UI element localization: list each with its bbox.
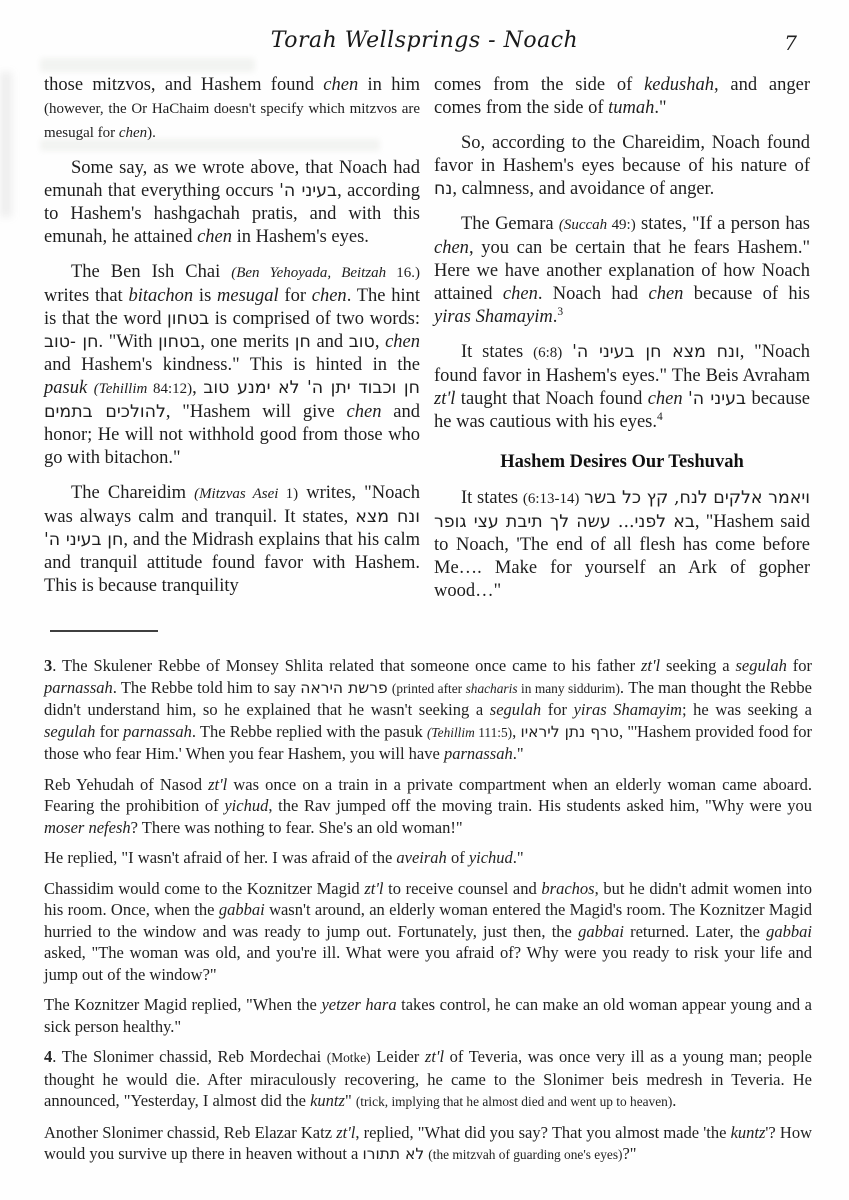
footnote-divider (50, 630, 158, 632)
paragraph: It states (6:13-14) ויאמר אלקים לנח, קץ כל בשר בא לפני... עשה לך תיבת עצי גופר, "Hashem said to Noach, 'The end of all flesh has come before Me…. Make for yourself an Ark of gopher wood…" (434, 488, 811, 601)
paragraph: So, according to the Chareidim, Noach found favor in Hashem's eyes because of his nature of נח, calmness, and avoidance of anger. (434, 133, 810, 199)
paragraph: The Chareidim (Mitzvas Asei 1) writes, "Noach was always calm and tranquil. It states, ונח מצא חן בעיני ה', and the Midrash explains that his calm and tranquil attitude found favor with Hashem. This is because tranquility (44, 483, 421, 596)
paragraph: Some say, as we wrote above, that Noach had emunah that everything occurs בעיני ה', according to Hashem's hashgachah pratis, and with this emunah, he attained chen in Hashem's eyes. (44, 158, 421, 247)
main-text-columns (44, 74, 810, 615)
footnote: 4. The Slonimer chassid, Reb Mordechai (Motke) Leider zt'l of Teveria, was once very ill as a young man; people thought he would die. After miraculously recovering, he came to the Slonimer beis medresh in Teveria. He announced, "Yesterday, I almost did the kuntz" (trick, implying that he almost died and went up to heaven). (44, 1047, 812, 1110)
footnote: Reb Yehudah of Nasod zt'l was once on a train in a private compartment when an elderly woman came aboard. Fearing the prohibition of yichud, the Rav jumped off the moving train. His students asked him, "Why were you moser nefesh? There was nothing to fear. She's an old woman!" (44, 774, 812, 837)
right-column (434, 74, 810, 615)
footnote: He replied, "I wasn't afraid of her. I was afraid of the aveirah of yichud." (44, 848, 524, 867)
paragraph: The Gemara (Succah 49:) states, "If a person has chen, you can be certain that he fears Hashem." Here we have another explanation of how Noach attained chen. Noach had chen because of his yiras Shamayim.$^3$ (434, 214, 811, 327)
footnotes-section (44, 655, 812, 1175)
left-column (44, 74, 420, 615)
paragraph: those mitzvos, and Hashem found chen in him (however, the Or HaChaim doesn't specify which mitzvos are mesugal for chen). (44, 75, 421, 141)
page-title: Torah Wellsprings - Noach (270, 28, 579, 53)
footnote: Chassidim would come to the Koznitzer Magid zt'l to receive counsel and brachos, but he didn't admit women into his room. Once, when the gabbai wasn't around, an elderly woman entered the Magid's room. The Koznitzer Magid hurried to the window and was ready to jump out. Fortunately, just then, the gabbai returned. Later, the gabbai asked, "The woman was old, and you're ill. What were you afraid of? Why were you ready to risk your life and jump out of the window?" (44, 878, 813, 984)
paragraph: It states (6:8) ונח מצא חן בעיני ה', "Noach found favor in Hashem's eyes." The Beis Avraham zt'l taught that Noach found chen בעיני ה' because he was cautious with his eyes.$^4$ (434, 342, 811, 432)
footnote: The Koznitzer Magid replied, "When the yetzer hara takes control, he can make an old woman appear young and a sick person healthy." (44, 995, 812, 1036)
section-heading: Hashem Desires Our Teshuvah (500, 452, 744, 472)
scan-edge-shadow (0, 72, 12, 217)
page-number: 7 (784, 31, 797, 55)
paragraph: comes from the side of kedushah, and anger comes from the side of tumah." (434, 75, 810, 118)
footnote: 3. The Skulener Rebbe of Monsey Shlita related that someone once came to his father zt'l seeking a segulah for parnassah. The Rebbe told him to say פרשת היראה (printed after shacharis in many siddurim). The man thought the Rebbe didn't understand him, so he explained that he wasn't seeking a segulah for yiras Shamayim; he was seeking a segulah for parnassah. The Rebbe replied with the pasuk (Tehillim 111:5), טרף נתן ליראיו, "'Hashem provided food for those who fear Him.' When you fear Hashem, you will have parnassah." (44, 656, 812, 763)
paragraph: The Ben Ish Chai (Ben Yehoyada, Beitzah 16.) writes that bitachon is mesugal for chen. The hint is that the word בטחון is comprised of two words: חן -טוב. "With בטחון, one merits חן and טוב, chen and Hashem's kindness." This is hinted in the pasuk (Tehillim 84:12), חן וכבוד יתן ה' לא ימנע טוב להולכים בתמים, "Hashem will give chen and honor; He will not withhold good from those who go with bitachon." (44, 262, 421, 468)
footnote: Another Slonimer chassid, Reb Elazar Katz zt'l, replied, "What did you say? That you almost made 'the kuntz'? How would you survive up there in heaven without a לא תתורו (the mitzvah of guarding one's eyes)?" (44, 1122, 812, 1163)
scan-bleed-artifact (40, 58, 255, 72)
